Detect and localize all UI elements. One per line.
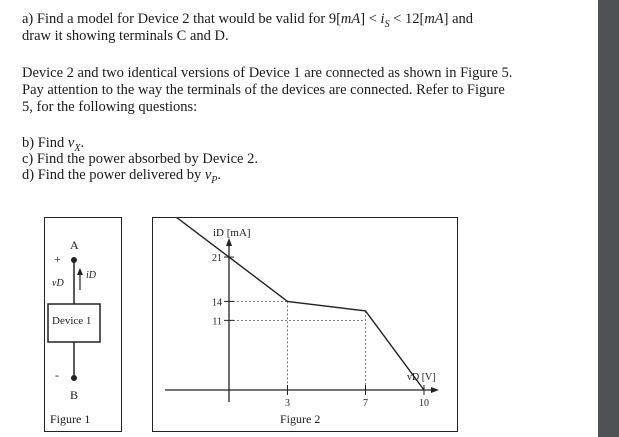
y-tick-label-11: 11	[212, 316, 222, 328]
figure-1	[44, 217, 122, 432]
y-tick-label-14: 14	[212, 297, 222, 309]
x-tick-label-3: 3	[285, 398, 290, 409]
part-c: c) Find the power absorbed by Device 2.	[22, 151, 258, 167]
figure-2-chart	[153, 218, 457, 431]
current-arrowhead	[77, 268, 83, 275]
figure-2-caption: Figure 2	[280, 412, 321, 426]
figure-2	[152, 217, 458, 432]
iv-curve	[171, 218, 425, 390]
part-a-line-2: draw it showing terminals C and D.	[22, 28, 229, 44]
x-tick-label-10: 10	[419, 398, 429, 409]
intro-line-3: 5, for the following questions:	[22, 99, 198, 115]
part-b: b) Find $v_X$.	[22, 135, 85, 154]
plus-sign: +	[54, 252, 61, 266]
intro-line-2: Pay attention to the way the terminals of the devices are connected. Refer to Figure	[22, 82, 505, 98]
intro-line-1: Device 2 and two identical versions of Device 1 are connected as shown in Figure 5.	[22, 65, 513, 81]
terminal-b-label: B	[70, 388, 79, 402]
minus-sign: -	[55, 368, 59, 382]
figure-1-caption: Figure 1	[50, 412, 91, 426]
terminal-b-dot	[71, 375, 77, 381]
device-1-label: Device 1	[52, 315, 92, 327]
voltage-label: vD	[52, 278, 64, 289]
x-axis-label: vD [V]	[407, 372, 436, 383]
terminal-a-dot	[71, 257, 77, 263]
part-d: d) Find the power delivered by $v_P$.	[22, 167, 221, 186]
y-axis-label: iD [mA]	[213, 227, 251, 239]
terminal-a-label: A	[70, 238, 79, 252]
x-axis-arrowhead	[431, 387, 439, 393]
part-a-line-1: a) Find a model for Device 2 that would be valid for $9[mA] < i_S < 12[mA]$ and	[22, 11, 474, 30]
y-axis-arrowhead	[226, 238, 232, 246]
y-tick-label-21: 21	[212, 253, 222, 265]
x-tick-label-7: 7	[363, 398, 368, 409]
scrollbar-track[interactable]	[598, 0, 619, 437]
current-label: iD	[86, 270, 96, 281]
